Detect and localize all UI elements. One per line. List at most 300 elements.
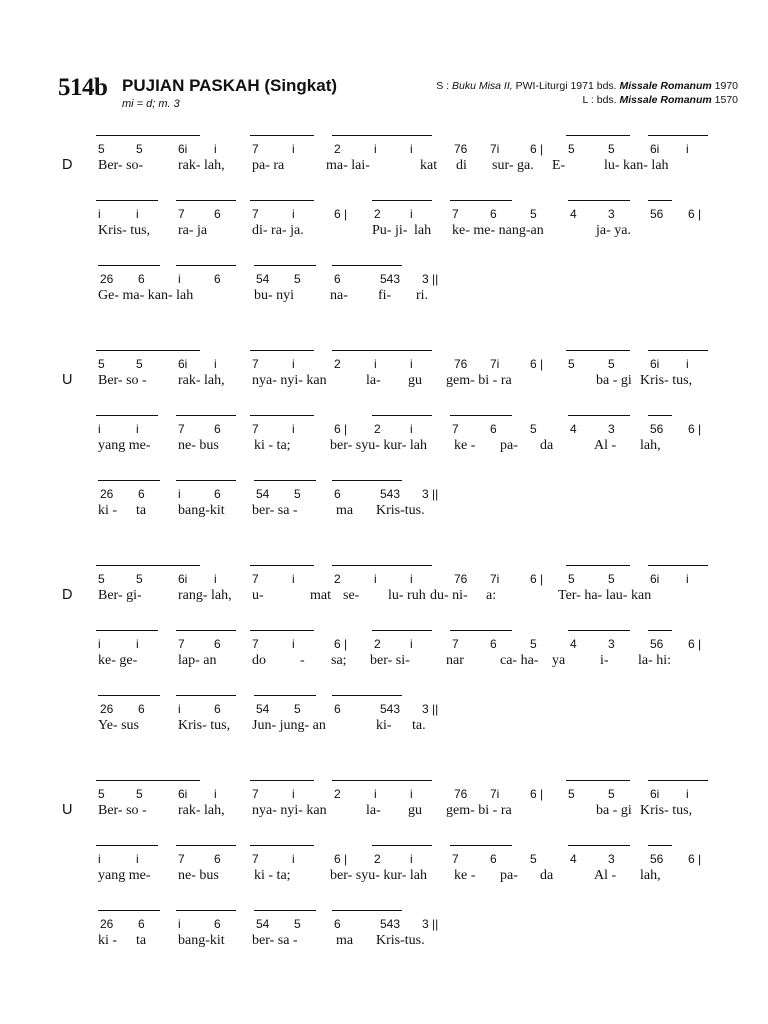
lyric-word: Kris- tus,	[640, 803, 693, 818]
note: 6i	[650, 787, 660, 801]
note: i	[178, 272, 181, 286]
lyric-word: ke- me- nang-an	[452, 223, 544, 238]
note: 56	[650, 637, 664, 651]
note: 5	[530, 207, 537, 221]
note: 54	[256, 917, 270, 931]
beam-line	[98, 910, 160, 911]
lyric-word: la-	[366, 803, 381, 818]
note: 6 |	[530, 142, 544, 156]
beam-line	[96, 780, 200, 781]
lyric-word: i-	[600, 653, 609, 668]
note: 5	[568, 787, 575, 801]
stanza-label: D	[62, 587, 73, 603]
lyric-word: ya	[552, 653, 566, 668]
lyric-word: yang me-	[98, 868, 151, 883]
music-source: S : Buku Misa II, PWI-Liturgi 1971 bds. Missale Romanum 1970	[436, 80, 738, 92]
note: i	[410, 852, 413, 866]
note: 2	[374, 852, 381, 866]
stanza-1-line-1	[0, 130, 768, 173]
note: 3 ||	[422, 917, 439, 931]
note: 7	[252, 357, 259, 371]
note: 6	[214, 637, 221, 651]
beam-line	[176, 695, 236, 696]
stanza-2-line-1	[0, 345, 768, 388]
lyric-word: ja- ya.	[596, 223, 631, 238]
note: i	[136, 637, 139, 651]
note: i	[292, 852, 295, 866]
lyric-word: Ye- sus	[98, 718, 139, 733]
beam-line	[568, 630, 630, 631]
note: 56	[650, 852, 664, 866]
lyric-word: E-	[552, 158, 566, 173]
beam-line	[648, 630, 672, 631]
lyric-word: ki - ta;	[254, 868, 291, 883]
note: 76	[454, 357, 468, 371]
note: 5	[568, 357, 575, 371]
beam-line	[250, 780, 314, 781]
note: 5	[608, 142, 615, 156]
note: 7	[452, 207, 459, 221]
stanza-4-line-2	[0, 840, 768, 883]
note: i	[410, 637, 413, 651]
note: 6 |	[530, 787, 544, 801]
note: 6	[214, 422, 221, 436]
note: i	[292, 207, 295, 221]
note: 3 ||	[422, 702, 439, 716]
note: i	[178, 917, 181, 931]
beam-line	[648, 415, 672, 416]
note: 6	[138, 917, 145, 931]
beam-line	[98, 265, 160, 266]
lyric-word: ba - gi	[596, 373, 632, 388]
note: 6 |	[688, 422, 702, 436]
stanza-label: U	[62, 372, 73, 388]
note: 6	[214, 852, 221, 866]
note: 5	[98, 142, 105, 156]
lyric-word: ta	[136, 503, 147, 518]
note: 6 |	[688, 207, 702, 221]
beam-line	[450, 630, 512, 631]
beam-line	[176, 415, 236, 416]
note: 5	[608, 572, 615, 586]
note: 4	[570, 422, 577, 436]
beam-line	[254, 480, 316, 481]
note: i	[686, 787, 689, 801]
lyric-word: Ber- so -	[98, 803, 147, 818]
note: 76	[454, 787, 468, 801]
note: 5	[294, 487, 301, 501]
note: 2	[334, 787, 341, 801]
note: 7	[178, 637, 185, 651]
lyric-word: ke- ge-	[98, 653, 138, 668]
note: 6 |	[334, 637, 348, 651]
beam-line	[176, 910, 236, 911]
note: 7i	[490, 357, 500, 371]
lyric-word: kat	[420, 158, 438, 173]
beam-line	[648, 200, 672, 201]
note: i	[292, 422, 295, 436]
lyric-word: Ber- so -	[98, 373, 147, 388]
lyric-word: la- hi:	[638, 653, 672, 668]
note: 6	[334, 272, 341, 286]
stanza-3-line-1	[0, 560, 768, 603]
beam-line	[648, 845, 672, 846]
note: 5	[530, 637, 537, 651]
beam-line	[250, 565, 314, 566]
stanza-label: U	[62, 802, 73, 818]
note: 5	[568, 142, 575, 156]
note: i	[136, 852, 139, 866]
lyric-word: mat	[310, 588, 331, 603]
beam-line	[332, 780, 432, 781]
note: 5	[136, 572, 143, 586]
note: 4	[570, 637, 577, 651]
note: i	[374, 572, 377, 586]
beam-line	[566, 135, 630, 136]
note: 6i	[650, 572, 660, 586]
lyric-word: Kris-tus.	[376, 503, 425, 518]
note: 6 |	[334, 852, 348, 866]
lyric-word: rang- lah,	[178, 588, 232, 603]
lyric-word: bang-kit	[178, 933, 225, 948]
lyric-word: da	[540, 868, 554, 883]
note: 5	[136, 787, 143, 801]
note: 6i	[178, 787, 188, 801]
beam-line	[648, 780, 708, 781]
stanza-1-line-2	[0, 195, 768, 238]
note: 6	[214, 702, 221, 716]
lyric-word: gu	[408, 373, 422, 388]
note: 6i	[650, 357, 660, 371]
note: 3 ||	[422, 487, 439, 501]
beam-line	[568, 200, 630, 201]
note: 7	[178, 207, 185, 221]
note: 4	[570, 207, 577, 221]
beam-line	[332, 565, 432, 566]
hymn-title: PUJIAN PASKAH (Singkat)	[122, 76, 338, 95]
beam-line	[568, 415, 630, 416]
stanza-1-line-3	[0, 260, 768, 303]
lyric-word: gem- bi - ra	[446, 373, 512, 388]
note: 7	[178, 422, 185, 436]
note: 2	[374, 422, 381, 436]
lyric-word: rak- lah,	[178, 373, 225, 388]
lyric-word: ber- sa -	[252, 933, 298, 948]
lyric-word: a:	[486, 588, 497, 603]
lyric-word: ta	[136, 933, 147, 948]
lyric-word: da	[540, 438, 554, 453]
note: i	[214, 142, 217, 156]
stanza-2-line-3	[0, 475, 768, 518]
lyric-word: do	[252, 653, 266, 668]
note: 2	[374, 207, 381, 221]
lyric-word: ber- sa -	[252, 503, 298, 518]
lyric-word: lu- kan- lah	[604, 158, 669, 173]
note: 7	[252, 572, 259, 586]
lyric-word: yang me-	[98, 438, 151, 453]
lyric-word: Kris-tus.	[376, 933, 425, 948]
beam-line	[250, 135, 314, 136]
beam-line	[372, 415, 432, 416]
lyric-word: ki - ta;	[254, 438, 291, 453]
beam-line	[96, 565, 200, 566]
lyric-word: bu- nyi	[254, 288, 295, 303]
lyric-word: ki -	[98, 503, 118, 518]
note: 6	[490, 422, 497, 436]
note: 26	[100, 487, 114, 501]
lyric-word: ta.	[412, 718, 426, 733]
hymn-number: 514b	[58, 74, 108, 101]
note: i	[374, 142, 377, 156]
beam-line	[566, 565, 630, 566]
note: 7	[252, 787, 259, 801]
note: 5	[608, 357, 615, 371]
beam-line	[250, 630, 314, 631]
lyric-word: -	[300, 653, 305, 668]
beam-line	[250, 350, 314, 351]
note: 3	[608, 637, 615, 651]
lyric-word: sa;	[331, 653, 347, 668]
lyric-word: se-	[343, 588, 360, 603]
stanza-4-line-1	[0, 775, 768, 818]
beam-line	[332, 695, 402, 696]
note: i	[136, 207, 139, 221]
note: i	[410, 357, 413, 371]
note: 7	[178, 852, 185, 866]
note: 6	[490, 207, 497, 221]
note: 3	[608, 422, 615, 436]
note: 6 |	[530, 357, 544, 371]
lyric-word: nya- nyi- kan	[252, 803, 327, 818]
note: 6	[214, 487, 221, 501]
note: i	[136, 422, 139, 436]
note: 3 ||	[422, 272, 439, 286]
note: 7	[252, 207, 259, 221]
beam-line	[332, 480, 402, 481]
note: i	[410, 422, 413, 436]
stanza-2-line-2	[0, 410, 768, 453]
lyric-word: ber- syu- kur- lah	[330, 868, 428, 883]
note: 543	[380, 702, 401, 716]
note: i	[98, 852, 101, 866]
lyric-word: gu	[408, 803, 422, 818]
lyric-word: lu- ruh	[388, 588, 426, 603]
note: 6	[334, 917, 341, 931]
stanza-4-line-3	[0, 905, 768, 948]
beam-line	[332, 910, 402, 911]
note: i	[292, 637, 295, 651]
note: 7i	[490, 142, 500, 156]
note: i	[410, 787, 413, 801]
beam-line	[648, 565, 708, 566]
note: i	[686, 572, 689, 586]
note: 26	[100, 272, 114, 286]
beam-line	[372, 630, 432, 631]
beam-line	[566, 780, 630, 781]
beam-line	[254, 910, 316, 911]
beam-line	[250, 415, 314, 416]
lyric-word: Pu- ji-	[372, 223, 408, 238]
note: 6 |	[334, 422, 348, 436]
lyric-word: Kris- tus,	[640, 373, 693, 388]
lyric-word: Al -	[594, 868, 617, 883]
lyric-word: ca- ha-	[500, 653, 539, 668]
note: 5	[608, 787, 615, 801]
beam-line	[96, 135, 200, 136]
note: 6	[214, 272, 221, 286]
note: i	[98, 422, 101, 436]
note: 6	[138, 272, 145, 286]
note: 26	[100, 917, 114, 931]
lyric-word: ki-	[376, 718, 392, 733]
beam-line	[648, 135, 708, 136]
beam-line	[176, 845, 236, 846]
beam-line	[176, 200, 236, 201]
lyric-word: Al -	[594, 438, 617, 453]
lyric-word: u-	[252, 588, 264, 603]
note: 76	[454, 142, 468, 156]
lyric-word: gem- bi - ra	[446, 803, 512, 818]
lyric-source: L : bds. Missale Romanum 1570	[582, 94, 738, 106]
note: i	[98, 207, 101, 221]
lyric-word: rak- lah,	[178, 158, 225, 173]
lyric-word: na-	[330, 288, 348, 303]
beam-line	[96, 415, 158, 416]
note: 3	[608, 207, 615, 221]
lyric-word: ki -	[98, 933, 118, 948]
note: 6	[490, 852, 497, 866]
note: 76	[454, 572, 468, 586]
note: 6 |	[688, 852, 702, 866]
note: 54	[256, 702, 270, 716]
note: 56	[650, 422, 664, 436]
lyric-word: nya- nyi- kan	[252, 373, 327, 388]
note: 5	[568, 572, 575, 586]
note: 2	[334, 357, 341, 371]
note: i	[98, 637, 101, 651]
stanza-3-line-2	[0, 625, 768, 668]
lyric-word: nar	[446, 653, 464, 668]
beam-line	[332, 265, 402, 266]
note: i	[686, 142, 689, 156]
lyric-word: ma	[336, 503, 354, 518]
beam-line	[372, 200, 432, 201]
stanza-label: D	[62, 157, 73, 173]
beam-line	[96, 845, 158, 846]
lyric-word: Ter- ha- lau- kan	[558, 588, 652, 603]
lyric-word: fi-	[378, 288, 392, 303]
lyric-word: ma- lai-	[326, 158, 370, 173]
note: 6i	[178, 357, 188, 371]
note: 6i	[178, 142, 188, 156]
beam-line	[568, 845, 630, 846]
note: 3	[608, 852, 615, 866]
note: i	[686, 357, 689, 371]
note: 6 |	[530, 572, 544, 586]
note: 54	[256, 487, 270, 501]
lyric-word: sur- ga.	[492, 158, 534, 173]
note: i	[214, 787, 217, 801]
beam-line	[176, 265, 236, 266]
note: 7	[252, 422, 259, 436]
note: 4	[570, 852, 577, 866]
beam-line	[332, 350, 432, 351]
note: 2	[374, 637, 381, 651]
lyric-word: Jun- jung- an	[252, 718, 326, 733]
hymn-header	[58, 72, 738, 112]
note: 5	[530, 422, 537, 436]
lyric-word: la-	[366, 373, 381, 388]
beam-line	[450, 200, 512, 201]
note: 5	[98, 787, 105, 801]
note: 7	[452, 637, 459, 651]
beam-line	[648, 350, 708, 351]
lyric-word: lap- an	[178, 653, 217, 668]
lyric-word: ke -	[454, 868, 476, 883]
beam-line	[332, 135, 432, 136]
lyric-word: Ber- so-	[98, 158, 144, 173]
note: i	[410, 207, 413, 221]
lyric-word: ra- ja	[178, 223, 208, 238]
lyric-word: pa- ra	[252, 158, 285, 173]
beam-line	[250, 200, 314, 201]
lyric-word: ke -	[454, 438, 476, 453]
lyric-word: pa-	[500, 438, 518, 453]
beam-line	[96, 350, 200, 351]
note: 5	[98, 357, 105, 371]
beam-line	[96, 630, 158, 631]
beam-line	[372, 845, 432, 846]
lyric-word: ma	[336, 933, 354, 948]
note: 6	[138, 487, 145, 501]
note: 543	[380, 917, 401, 931]
beam-line	[254, 695, 316, 696]
beam-line	[176, 480, 236, 481]
note: 7	[252, 637, 259, 651]
lyric-word: ber- si-	[370, 653, 410, 668]
beam-line	[254, 265, 316, 266]
note: 6	[334, 487, 341, 501]
beam-line	[176, 630, 236, 631]
note: 5	[294, 917, 301, 931]
note: 2	[334, 142, 341, 156]
note: 5	[136, 142, 143, 156]
note: 543	[380, 272, 401, 286]
lyric-word: ber- syu- kur- lah	[330, 438, 428, 453]
beam-line	[98, 695, 160, 696]
beam-line	[96, 200, 158, 201]
note: 6 |	[334, 207, 348, 221]
beam-line	[250, 845, 314, 846]
lyric-word: pa-	[500, 868, 518, 883]
note: 5	[294, 272, 301, 286]
note: 6	[214, 917, 221, 931]
stanza-3-line-3	[0, 690, 768, 733]
lyric-word: di	[456, 158, 467, 173]
lyric-word: du- ni-	[430, 588, 468, 603]
beam-line	[98, 480, 160, 481]
note: i	[214, 357, 217, 371]
note: i	[178, 702, 181, 716]
note: i	[374, 357, 377, 371]
note: 5	[294, 702, 301, 716]
note: 6	[334, 702, 341, 716]
note: 5	[530, 852, 537, 866]
lyric-word: Ge- ma- kan- lah	[98, 288, 194, 303]
lyric-word: ri.	[416, 288, 429, 303]
lyric-word: Ber- gi-	[98, 588, 142, 603]
note: 26	[100, 702, 114, 716]
